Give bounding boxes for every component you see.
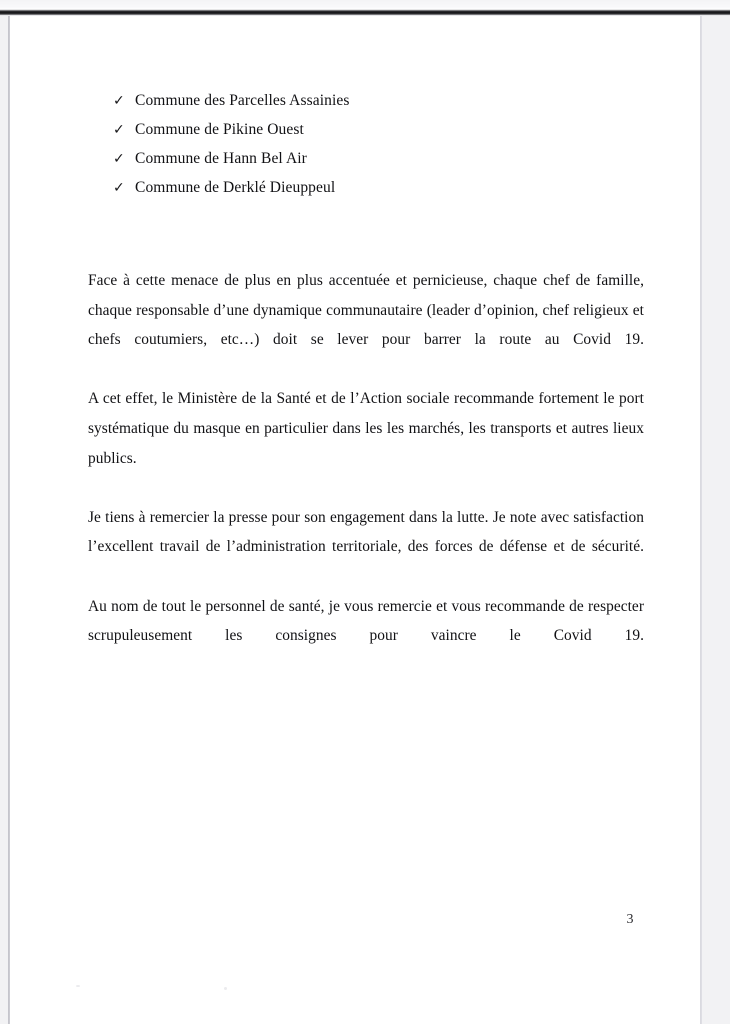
list-item (113, 150, 633, 179)
list-item-label: Commune de Pikine Ouest (135, 121, 304, 138)
body-paragraph: Je tiens à remercier la presse pour son engagement dans la lutte. Je note avec satisfaction l’excellent travail de l’administration territoriale, des forces de défense et de sécurité. (88, 508, 644, 556)
list-item-label: Commune des Parcelles Assainies (135, 92, 350, 109)
list-item (113, 179, 633, 208)
list-item-label: Commune de Derklé Dieuppeul (135, 179, 336, 196)
scan-edge-top-artifact (0, 0, 730, 16)
scan-edge-left-artifact (8, 16, 10, 1024)
paper-speck (224, 987, 227, 990)
body-paragraph: Au nom de tout le personnel de santé, je vous remercie et vous recommande de respecter scrupuleusement les consignes pour vaincre le Covid 19. (88, 597, 644, 645)
list-item (113, 92, 633, 121)
body-text-block (88, 266, 644, 680)
list-item (113, 121, 633, 150)
body-paragraph: A cet effet, le Ministère de la Santé et de l’Action sociale recommande fortement le port systématique du masque en particulier dans les les marchés, les transports et autres lieux publics. (88, 390, 644, 467)
checkmark-icon: ✓ (113, 180, 125, 196)
page-number: 3 (626, 912, 634, 927)
checkmark-icon: ✓ (113, 122, 125, 138)
paper-speck (76, 985, 80, 987)
checkmark-icon: ✓ (113, 93, 125, 109)
checkmark-icon: ✓ (113, 151, 125, 167)
list-item-label: Commune de Hann Bel Air (135, 150, 307, 167)
commune-checklist (113, 92, 633, 208)
body-paragraph: Face à cette menace de plus en plus accentuée et pernicieuse, chaque chef de famille, chaque responsable d’une dynamique communautaire (leader d’opinion, chef religieux et chefs coutumiers, etc…) doit se lever pour barrer la route au Covid 19. (88, 272, 644, 349)
scan-edge-right-artifact (700, 16, 702, 1024)
